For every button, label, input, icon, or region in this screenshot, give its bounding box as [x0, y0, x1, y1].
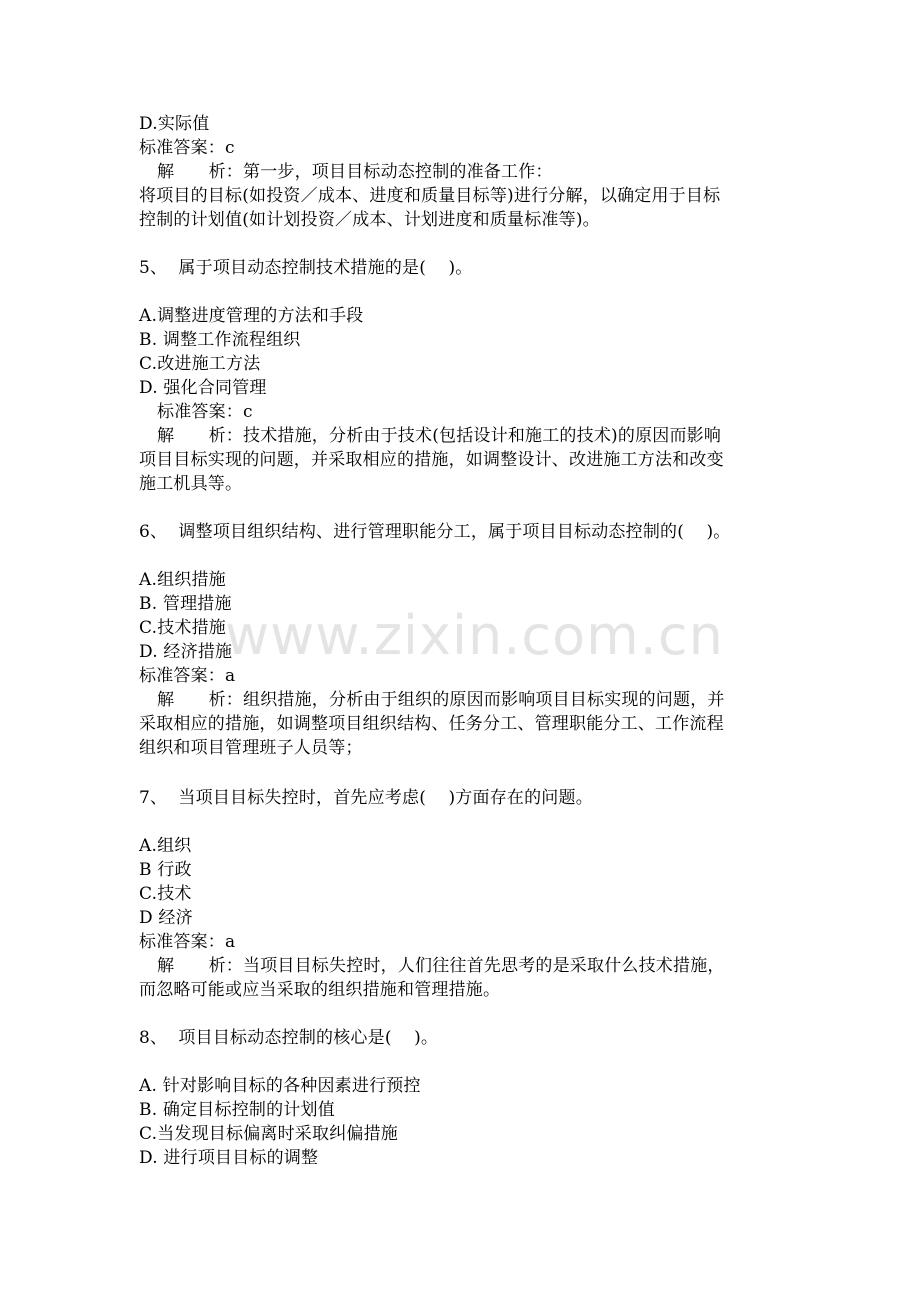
- q6-option-c: C.技术措施: [139, 618, 227, 638]
- question-5: 5、 属于项目动态控制技术措施的是( )。: [139, 258, 473, 278]
- option-d-actual-value: D.实际值: [139, 114, 210, 134]
- analysis-q4-line-3: 控制的计划值(如计划投资／成本、计划进度和质量标准等)。: [139, 210, 600, 230]
- analysis-q4-line-1: 解 析：第一步，项目目标动态控制的准备工作：: [157, 162, 553, 182]
- q5-option-b: B. 调整工作流程组织: [139, 330, 301, 350]
- q7-option-b: B 行政: [139, 860, 192, 880]
- q8-option-b: B. 确定目标控制的计划值: [139, 1100, 335, 1120]
- question-7: 7、 当项目目标失控时，首先应考虑( )方面存在的问题。: [139, 788, 593, 808]
- analysis-q6-line-3: 组织和项目管理班子人员等；: [139, 738, 363, 758]
- q5-option-d: D. 强化合同管理: [139, 378, 267, 398]
- analysis-q6-line-2: 采取相应的措施，如调整项目组织结构、任务分工、管理职能分工、工作流程: [139, 714, 724, 734]
- analysis-q5-line-2: 项目目标实现的问题，并采取相应的措施，如调整设计、改进施工方法和改变: [139, 450, 724, 470]
- analysis-q7-line-2: 而忽略可能或应当采取的组织措施和管理措施。: [139, 980, 501, 1000]
- q6-option-a: A.组织措施: [139, 570, 226, 590]
- q8-option-c: C.当发现目标偏离时采取纠偏措施: [139, 1124, 399, 1144]
- analysis-q7-line-1: 解 析：当项目目标失控时，人们往往首先思考的是采取什么技术措施，: [157, 956, 725, 976]
- answer-q5: 标准答案：c: [157, 402, 253, 422]
- q8-option-a: A. 针对影响目标的各种因素进行预控: [139, 1076, 421, 1096]
- answer-q7: 标准答案：a: [139, 932, 236, 952]
- q7-option-d: D 经济: [139, 908, 193, 928]
- q8-option-d: D. 进行项目目标的调整: [139, 1148, 319, 1168]
- answer-q6: 标准答案：a: [139, 666, 236, 686]
- q5-option-c: C.改进施工方法: [139, 354, 261, 374]
- analysis-q6-line-1: 解 析：组织措施，分析由于组织的原因而影响项目目标实现的问题，并: [157, 690, 725, 710]
- q7-option-a: A.组织: [139, 836, 192, 856]
- q6-option-d: D. 经济措施: [139, 642, 233, 662]
- analysis-q4-line-2: 将项目的目标(如投资／成本、进度和质量目标等)进行分解，以确定用于目标: [139, 186, 721, 206]
- q7-option-c: C.技术: [139, 884, 192, 904]
- analysis-q5-line-1: 解 析：技术措施，分析由于技术(包括设计和施工的技术)的原因而影响: [157, 426, 722, 446]
- question-6: 6、 调整项目组织结构、进行管理职能分工，属于项目目标动态控制的( )。: [139, 522, 731, 542]
- q5-option-a: A.调整进度管理的方法和手段: [139, 306, 364, 326]
- watermark-text: www.zixin.com.cn: [225, 604, 724, 667]
- analysis-q5-line-3: 施工机具等。: [139, 474, 243, 494]
- question-8: 8、 项目目标动态控制的核心是( )。: [139, 1028, 439, 1048]
- q6-option-b: B. 管理措施: [139, 594, 232, 614]
- answer-q4: 标准答案：c: [139, 138, 235, 158]
